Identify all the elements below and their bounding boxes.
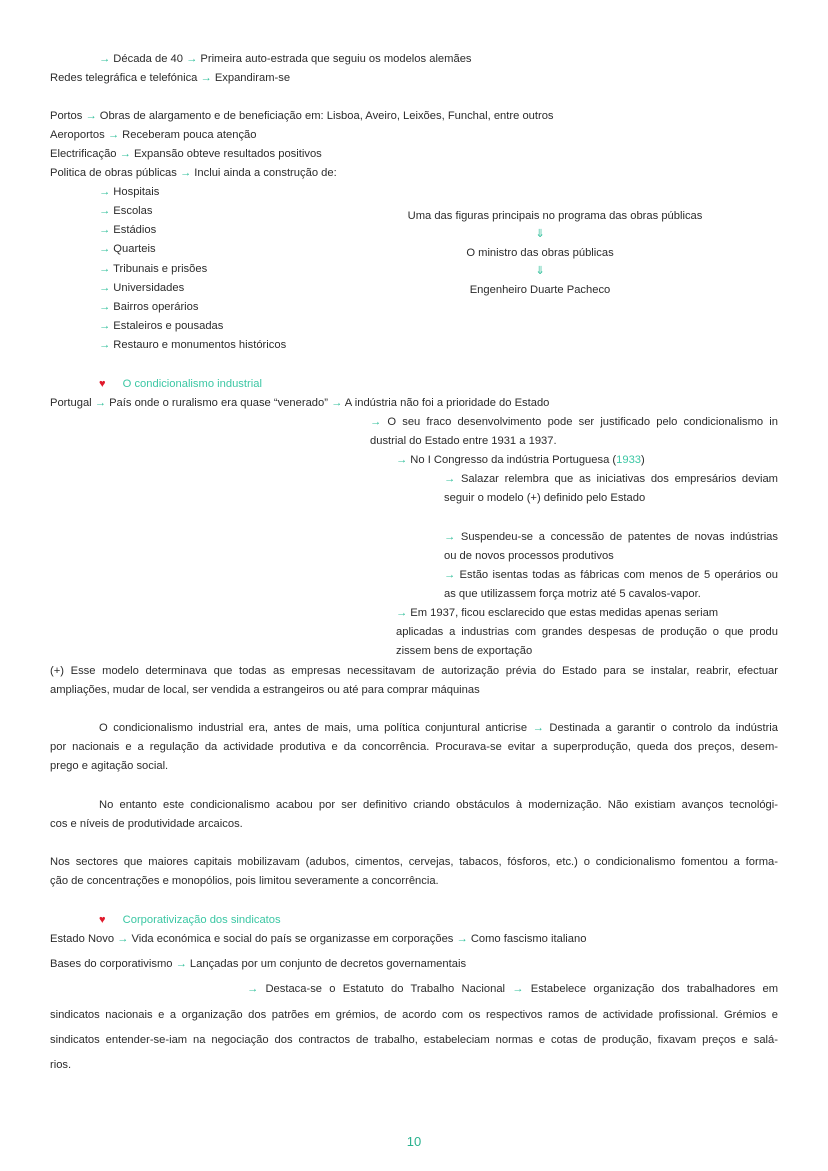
arrow-icon: → [99,205,111,217]
nota-line-2: ampliações, mudar de local, ser vendida a estrangeiros ou até para comprar máquinas [50,684,480,696]
heart-bullet-icon: ♥ [99,378,106,390]
arrow-icon: → [117,933,129,945]
arrow-icon: → [512,983,524,995]
suspendeu-line-2: ou de novos processos produtivos [444,550,614,562]
para1-line-2: por nacionais e a regulação da actividade produtiva e da concorrência. Procurava-se evitar a superprodução, queda dos preços, desem- [50,741,778,753]
estado-novo-line: Estado Novo → Vida económica e social do país se organizasse em corporações → Como fascismo italiano [50,933,587,945]
arrow-icon: → [99,339,111,351]
down-arrow-icon: ⇓ [535,228,545,240]
para1-line-3: prego e agitação social. [50,760,169,772]
portos-line: Portos → Obras de alargamento e de beneficiação em: Lisboa, Aveiro, Leixões, Funchal, entre outros [50,110,554,122]
destaca-line-2: sindicatos nacionais e a organização dos patrões em grémios, de acordo com os respectivos ramos de actividade profissional. Grémios e [50,1009,778,1021]
bases-line: Bases do corporativismo → Lançadas por um conjunto de decretos governamentais [50,958,467,970]
arrow-icon: → [99,243,111,255]
para1-line-1: O condicionalismo industrial era, antes de mais, uma política conjuntural anticrise → Destinada a garantir o controlo da indústria [99,722,779,734]
nota-line-1: (+) Esse modelo determinava que todas as empresas necessitavam de autorização prévia do Estado para se instalar, reabrir, efectuar [50,665,778,677]
arrow-icon: → [396,607,408,619]
list-item: → Estaleiros e pousadas [99,320,224,332]
arrow-icon: → [331,397,343,409]
para3-line-1: Nos sectores que maiores capitais mobilizavam (adubos, cimentos, cervejas, tabacos, fósforos, etc.) o condicionalismo fomentou a forma- [50,856,778,868]
arrow-icon: → [179,167,192,179]
list-item: → Escolas [99,205,153,217]
salazar-line-1: → Salazar relembra que as iniciativas dos empresários deviam [444,473,779,485]
arrow-icon: → [99,320,111,332]
list-item: → Quarteis [99,243,156,255]
arrow-icon: → [119,148,131,160]
list-item: → Bairros operários [99,301,199,313]
destaca-line-1: → Destaca-se o Estatuto do Trabalho Nacional → Estabelece organização dos trabalhadores em [247,983,779,995]
electrificacao-line: Electrificação → Expansão obteve resultados positivos [50,148,322,160]
list-item: → Restauro e monumentos históricos [99,339,287,351]
isentas-line-1: → Estão isentas todas as fábricas com menos de 5 operários ou [444,569,778,581]
em1937-line-1: → Em 1937, ficou esclarecido que estas medidas apenas seriam [396,607,719,619]
arrow-icon: → [444,569,456,581]
arrow-icon: → [175,958,187,970]
arrow-icon: → [247,983,259,995]
destaca-line-4: rios. [50,1059,72,1071]
arrow-icon: → [444,473,456,485]
arrow-icon: → [532,722,544,734]
arrow-icon: → [85,110,97,122]
politica-line: Politica de obras públicas → Inclui ainda a construção de: [50,167,337,179]
portugal-line: Portugal → País onde o ruralismo era quase “venerado” → A indústria não foi a prioridade do Estado [50,397,550,409]
heart-bullet-icon: ♥ [99,914,106,926]
em1937-line-3: zissem bens de exportação [396,645,533,657]
salazar-line-2: seguir o modelo (+) definido pelo Estado [444,492,646,504]
arrow-icon: → [396,454,408,466]
isentas-line-2: as que utilizassem força motriz até 5 cavalos-vapor. [444,588,701,600]
aeroportos-line: Aeroportos → Receberam pouca atenção [50,129,257,141]
congresso-line: → No I Congresso da indústria Portuguesa (1933) [396,454,645,466]
fraco-line-2: dustrial do Estado entre 1931 a 1937. [370,435,557,447]
list-item: → Estádios [99,224,157,236]
arrow-icon: → [456,933,468,945]
arrow-icon: → [99,224,111,236]
list-item: → Tribunais e prisões [99,263,208,275]
destaca-line-3: sindicatos entender-se-iam na negociação dos contractos de trabalho, estabeleciam normas e cotas de produção, fixavam preços e salá- [50,1034,778,1046]
arrow-icon: → [99,263,111,275]
suspendeu-line-1: → Suspendeu-se a concessão de patentes de novas indústrias [444,531,778,543]
para2-line-1: No entanto este condicionalismo acabou por ser definitivo criando obstáculos à modernização. Não existiam avanços tecnológi- [99,799,778,811]
down-arrow-icon: ⇓ [535,265,545,277]
fraco-line-1: → O seu fraco desenvolvimento pode ser justificado pelo condicionalismo in [370,416,778,428]
para2-line-2: cos e níveis de produtividade arcaicos. [50,818,243,830]
figuras-line-1: Uma das figuras principais no programa das obras públicas [407,210,703,222]
arrow-icon: → [186,53,198,65]
arrow-icon: → [99,53,111,65]
arrow-icon: → [99,301,111,313]
decada-line: → Década de 40 → Primeira auto-estrada que seguiu os modelos alemães [99,53,472,65]
arrow-icon: → [99,186,111,198]
arrow-icon: → [107,129,120,141]
arrow-icon: → [370,416,382,428]
arrow-icon: → [99,282,111,294]
para3-line-2: ção de concentrações e monopólios, pois limitou severamente a concorrência. [50,875,439,887]
em1937-line-2: aplicadas a industrias com grandes despesas de produção o que produ [396,626,778,638]
figuras-line-2: O ministro das obras públicas [466,247,614,259]
arrow-icon: → [200,72,212,84]
section-heading-condicionalismo: ♥ O condicionalismo industrial [99,378,262,390]
page-number: 10 [406,1134,422,1149]
list-item: → Hospitais [99,186,160,198]
list-item: → Universidades [99,282,185,294]
redes-line: Redes telegráfica e telefónica → Expandiram-se [50,72,291,84]
arrow-icon: → [94,397,106,409]
section-heading-corporativizacao: ♥ Corporativização dos sindicatos [99,914,281,926]
figuras-line-3: Engenheiro Duarte Pacheco [469,284,611,296]
arrow-icon: → [444,531,456,543]
